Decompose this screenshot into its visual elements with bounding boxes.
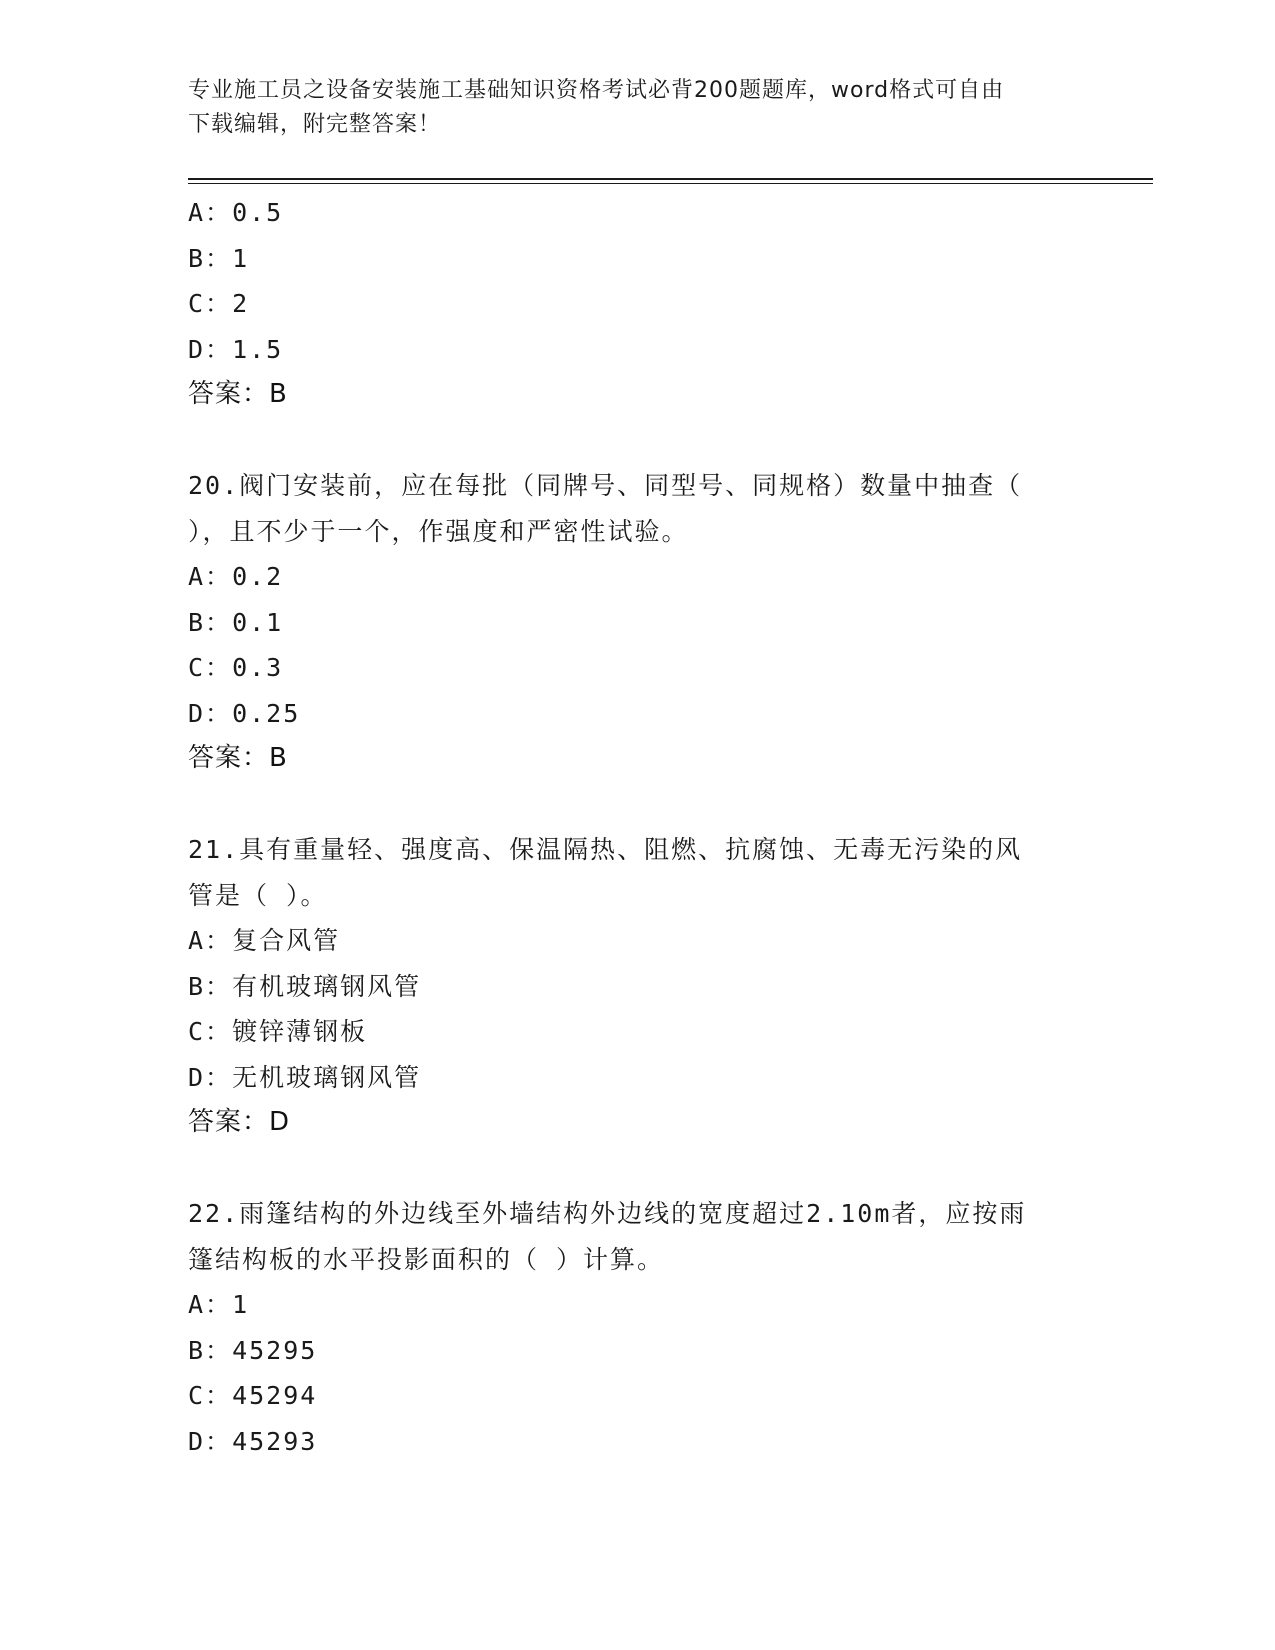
option-b — [188, 600, 1088, 646]
option-c — [188, 1373, 1088, 1419]
option-letter: D： — [188, 334, 233, 364]
option-d — [188, 691, 1088, 737]
option-text: 1 — [232, 243, 250, 273]
option-letter: A： — [188, 1290, 233, 1319]
question-line-1-text: 具有重量轻、强度高、保温隔热、阻燃、抗腐蚀、无毒无污染的风 — [239, 835, 1023, 864]
option-text: 1.5 — [232, 334, 284, 364]
option-b — [188, 236, 1088, 282]
header-title-line-1: 专业施工员之设备安装施工基础知识资格考试必背200题题库，word格式可自由 — [188, 78, 1005, 103]
answer-label: 答案： — [188, 1107, 270, 1137]
question-21 — [188, 827, 1088, 1146]
question-line-1 — [188, 1191, 1088, 1237]
option-letter: C： — [188, 1381, 233, 1410]
option-letter: C： — [188, 653, 233, 682]
option-letter: B： — [188, 243, 233, 273]
option-text: 镀锌薄钢板 — [232, 1017, 368, 1046]
question-20 — [188, 463, 1088, 782]
option-text: 45293 — [232, 1426, 318, 1456]
option-a — [188, 1282, 1088, 1328]
answer-label: 答案： — [188, 379, 270, 409]
answer-line — [188, 1100, 1088, 1146]
spacer — [188, 418, 1088, 464]
question-content — [188, 190, 1088, 1464]
question-line-1 — [188, 827, 1088, 873]
header-title-line-2: 下载编辑，附完整答案！ — [188, 112, 442, 137]
option-text: 0.25 — [232, 698, 301, 728]
answer-line — [188, 736, 1088, 782]
spacer — [188, 782, 1088, 828]
option-d — [188, 1419, 1088, 1465]
question-line-1-text: 雨篷结构的外边线至外墙结构外边线的宽度超过2.10m者，应按雨 — [239, 1199, 1027, 1228]
question-number: 20. — [188, 471, 240, 500]
option-letter: A： — [188, 926, 233, 955]
option-text: 0.2 — [232, 562, 284, 591]
question-number: 22. — [188, 1199, 240, 1228]
option-text: 1 — [232, 1290, 250, 1319]
spacer — [188, 1146, 1088, 1192]
option-text: 0.1 — [232, 607, 284, 637]
option-letter: A： — [188, 198, 233, 227]
option-letter: D： — [188, 1062, 233, 1092]
option-d — [188, 1055, 1088, 1101]
option-text: 0.3 — [232, 653, 284, 682]
answer-value: D — [269, 1107, 291, 1137]
answer-label: 答案： — [188, 743, 270, 773]
previous-question — [188, 190, 1088, 418]
question-text — [188, 827, 1088, 918]
option-c — [188, 281, 1088, 327]
option-c — [188, 645, 1088, 691]
option-b — [188, 964, 1088, 1010]
question-line-1 — [188, 463, 1088, 509]
question-number: 21. — [188, 835, 240, 864]
option-d — [188, 327, 1088, 373]
option-letter: D： — [188, 1426, 233, 1456]
question-line-2: ），且不少于一个，作强度和严密性试验。 — [188, 516, 689, 546]
header-rule-thick — [188, 178, 1153, 180]
option-letter: B： — [188, 1335, 233, 1365]
option-a — [188, 190, 1088, 236]
question-line-1-text: 阀门安装前，应在每批（同牌号、同型号、同规格）数量中抽查（ — [239, 471, 1023, 500]
document-header — [188, 74, 1078, 142]
answer-value: B — [269, 743, 288, 773]
option-letter: D： — [188, 698, 233, 728]
option-letter: C： — [188, 1017, 233, 1046]
question-text — [188, 1191, 1088, 1282]
option-text: 复合风管 — [232, 926, 341, 955]
option-a — [188, 554, 1088, 600]
option-c — [188, 1009, 1088, 1055]
option-text: 有机玻璃钢风管 — [232, 971, 422, 1001]
option-letter: B： — [188, 971, 233, 1001]
question-line-2: 篷结构板的水平投影面积的（ ）计算。 — [188, 1244, 665, 1274]
option-letter: C： — [188, 289, 233, 318]
option-b — [188, 1328, 1088, 1374]
option-text: 0.5 — [232, 198, 284, 227]
option-text: 无机玻璃钢风管 — [232, 1062, 422, 1092]
option-letter: A： — [188, 562, 233, 591]
option-letter: B： — [188, 607, 233, 637]
question-text — [188, 463, 1088, 554]
question-line-2: 管是（ ）。 — [188, 880, 328, 910]
option-text: 45294 — [232, 1381, 318, 1410]
option-text: 2 — [232, 289, 250, 318]
option-a — [188, 918, 1088, 964]
answer-value: B — [269, 379, 288, 409]
answer-line — [188, 372, 1088, 418]
header-rule-thin — [188, 183, 1153, 184]
question-22 — [188, 1191, 1088, 1464]
option-text: 45295 — [232, 1335, 318, 1365]
